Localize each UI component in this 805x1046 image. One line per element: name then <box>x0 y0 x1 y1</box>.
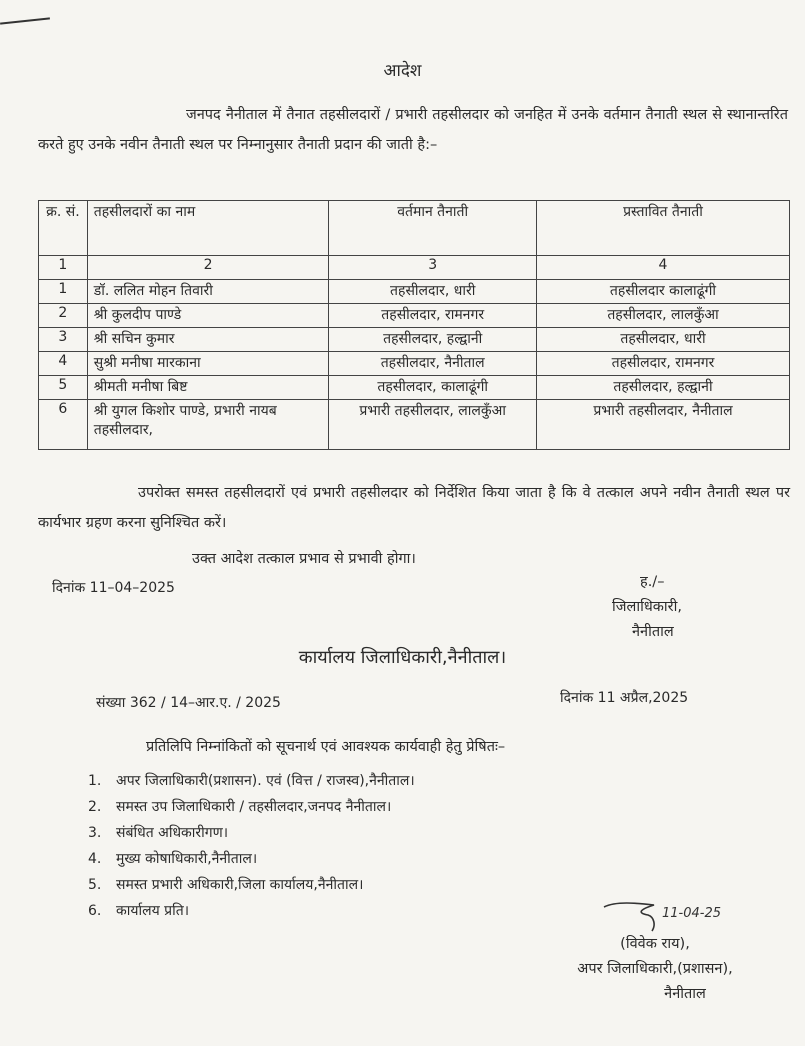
cell-proposed: तहसीलदार, हल्द्वानी <box>536 376 789 400</box>
item-text: समस्त प्रभारी अधिकारी,जिला कार्यालय,नैनीताल। <box>116 877 364 893</box>
instruction-paragraph: उपरोक्त समस्त तहसीलदारों एवं प्रभारी तहसीलदार को निर्देशित किया जाता है कि वे तत्काल अपने नवीन तैनाती स्थल पर कार्यभार ग्रहण करना सुनिश्चित करें। <box>38 485 790 531</box>
col-number: 4 <box>536 256 789 280</box>
cell-proposed: तहसीलदार, रामनगर <box>536 352 789 376</box>
cell-proposed: तहसीलदार, धारी <box>536 328 789 352</box>
intro-paragraph: जनपद नैनीताल में तैनात तहसीलदारों / प्रभारी तहसीलदार को जनहित में उनके वर्तमान तैनाती स्थल से स्थानान्तरित करते हुए उनके नवीन तैनाती स्थल पर निम्नानुसार तैनाती प्रदान की जाती है:– <box>38 107 788 153</box>
list-item <box>88 846 415 872</box>
list-item <box>88 768 415 794</box>
cell-current: तहसीलदार, हल्द्वानी <box>329 328 537 352</box>
signatory-place: नैनीताल <box>632 624 674 640</box>
order-date: दिनांक 11–04–2025 <box>52 580 175 596</box>
col-number: 1 <box>39 256 88 280</box>
signature-mark: ह./– <box>640 574 665 590</box>
list-item <box>88 820 415 846</box>
header-name: तहसीलदारों का नाम <box>87 201 329 256</box>
cell-sno: 5 <box>39 376 88 400</box>
cell-sno: 3 <box>39 328 88 352</box>
cell-name: श्री युगल किशोर पाण्डे, प्रभारी नायब तहसीलदार, <box>87 400 329 450</box>
list-item <box>88 898 415 924</box>
cell-current: प्रभारी तहसीलदार, लालकुँआ <box>329 400 537 450</box>
item-number: 6. <box>88 903 102 919</box>
item-number: 4. <box>88 851 102 867</box>
table-header-row <box>39 201 790 256</box>
cell-name: डॉ. ललित मोहन तिवारी <box>87 280 329 304</box>
cell-current: तहसीलदार, धारी <box>329 280 537 304</box>
item-number: 1. <box>88 773 102 789</box>
copy-to-line: प्रतिलिपि निम्नांकितों को सूचनार्थ एवं आवश्यक कार्यवाही हेतु प्रेषितः– <box>146 739 506 755</box>
item-number: 3. <box>88 825 102 841</box>
handwritten-signature <box>596 895 766 935</box>
office-heading: कार्यालय जिलाधिकारी,नैनीताल। <box>298 647 507 668</box>
reference-number: संख्या 362 / 14–आर.ए. / 2025 <box>96 695 281 711</box>
signatory2-designation: अपर जिलाधिकारी,(प्रशासन), <box>577 961 733 977</box>
cell-sno: 4 <box>39 352 88 376</box>
corner-mark <box>0 17 50 24</box>
list-item <box>88 794 415 820</box>
column-number-row <box>39 256 790 280</box>
header-sno: क्र. सं. <box>39 201 88 256</box>
header-proposed: प्रस्तावित तैनाती <box>536 201 789 256</box>
effect-line: उक्त आदेश तत्काल प्रभाव से प्रभावी होगा। <box>192 551 416 567</box>
signatory-block <box>612 570 682 645</box>
signatory-designation: जिलाधिकारी, <box>612 599 682 615</box>
table-row <box>39 280 790 304</box>
cell-proposed: तहसीलदार कालाढूंगी <box>536 280 789 304</box>
reference-date: दिनांक 11 अप्रैल,2025 <box>560 690 689 706</box>
transfer-table <box>38 200 790 450</box>
cell-current: तहसीलदार, रामनगर <box>329 304 537 328</box>
signatory2-name: (विवेक राय), <box>620 936 690 952</box>
list-item <box>88 872 415 898</box>
cell-proposed: तहसीलदार, लालकुँआ <box>536 304 789 328</box>
item-text: अपर जिलाधिकारी(प्रशासन). एवं (वित्त / राजस्व),नैनीताल। <box>116 773 415 789</box>
handwritten-date: 11-04-25 <box>662 906 722 921</box>
item-number: 2. <box>88 799 102 815</box>
table-row <box>39 304 790 328</box>
cell-current: तहसीलदार, नैनीताल <box>329 352 537 376</box>
signature-stroke <box>604 903 654 931</box>
cell-sno: 2 <box>39 304 88 328</box>
document-title: आदेश <box>383 61 422 81</box>
cell-name: श्री सचिन कुमार <box>87 328 329 352</box>
col-number: 2 <box>87 256 329 280</box>
cell-proposed: प्रभारी तहसीलदार, नैनीताल <box>536 400 789 450</box>
distribution-list <box>88 768 415 924</box>
item-text: मुख्य कोषाधिकारी,नैनीताल। <box>116 851 258 867</box>
item-text: समस्त उप जिलाधिकारी / तहसीलदार,जनपद नैनीताल। <box>116 799 392 815</box>
signatory2-block <box>545 932 765 1007</box>
cell-sno: 6 <box>39 400 88 450</box>
table-row <box>39 376 790 400</box>
cell-name: श्री कुलदीप पाण्डे <box>87 304 329 328</box>
cell-name: श्रीमती मनीषा बिष्ट <box>87 376 329 400</box>
header-current: वर्तमान तैनाती <box>329 201 537 256</box>
item-number: 5. <box>88 877 102 893</box>
table-row <box>39 328 790 352</box>
item-text: कार्यालय प्रति। <box>116 903 190 919</box>
cell-name: सुश्री मनीषा मारकाना <box>87 352 329 376</box>
cell-current: तहसीलदार, कालाढूंगी <box>329 376 537 400</box>
item-text: संबंधित अधिकारीगण। <box>116 825 229 841</box>
table-row <box>39 400 790 450</box>
col-number: 3 <box>329 256 537 280</box>
table-row <box>39 352 790 376</box>
cell-sno: 1 <box>39 280 88 304</box>
signatory2-place: नैनीताल <box>664 986 706 1002</box>
